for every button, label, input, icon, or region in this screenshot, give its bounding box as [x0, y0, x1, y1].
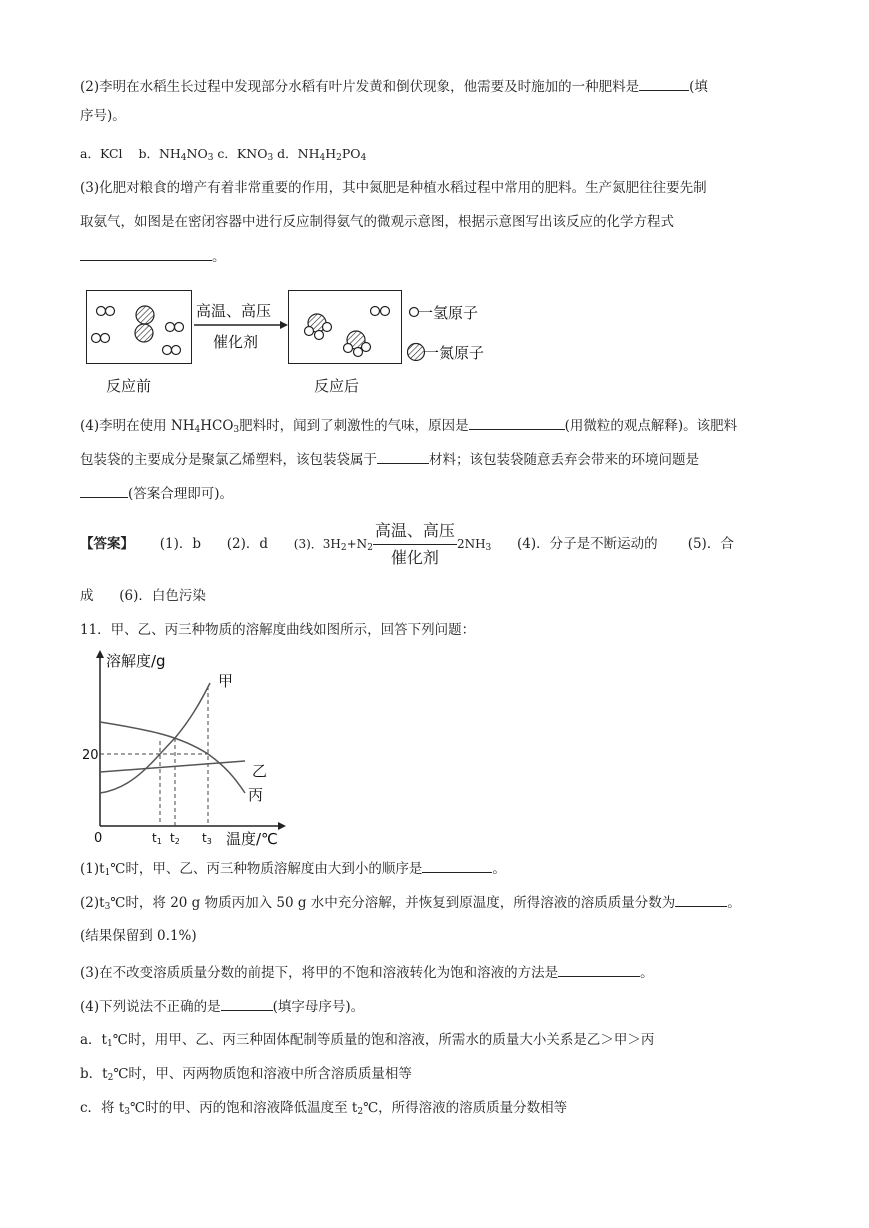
solubility-chart: [80, 648, 300, 848]
answer-label: 【答案】: [80, 536, 134, 552]
answer-blank: [558, 962, 640, 977]
series-label-yi: 乙: [252, 762, 268, 780]
q11-sub1: $(1)t_1℃$时，甲、乙、丙三种物质溶解度由大到小的顺序是 。: [80, 858, 506, 883]
answer-blank: [469, 415, 565, 430]
q11-option-b: b．$t_2℃$时，甲、丙两物质饱和溶液中所含溶质质量相等: [80, 1066, 412, 1083]
reaction-diagram: [82, 284, 502, 399]
label-before: 反应前: [106, 377, 152, 395]
q10-part2-line2: 序号)。: [80, 108, 126, 124]
q10-part4-line1: (4)李明在使用 $NH_4HCO_3$肥料时，闻到了刺激性的气味，原因是 (用微粒的观点解释)。该肥料: [80, 415, 737, 440]
answer-condition: 高温、高压 催化剂: [374, 521, 455, 567]
x-axis-label: 温度/℃: [226, 830, 278, 848]
q10-part3-line2: 取氨气，如图是在密闭容器中进行反应制得氨气的微观示意图，根据示意图写出该反应的化学方程式: [80, 214, 674, 230]
q10-part3-line1: (3)化肥对粮食的增产有着非常重要的作用，其中氮肥是种植水稻过程中常用的肥料。生产氮肥往往要先制: [80, 180, 707, 196]
series-label-jia: 甲: [218, 672, 234, 690]
chart-svg: [80, 648, 300, 848]
answer-blank: [221, 996, 273, 1011]
y-axis-arrow-icon: [96, 650, 104, 658]
x-tick-t3: t3: [202, 831, 212, 846]
curve-bing: [100, 722, 245, 793]
origin-label: 0: [94, 831, 103, 846]
arrow-icon: [194, 320, 288, 330]
q11-sub4: (4)下列说法不正确的是 (填字母序号)。: [80, 996, 364, 1017]
before-box: [86, 290, 192, 364]
curve-jia: [100, 683, 210, 793]
y-axis-label: 溶解度/g: [106, 652, 166, 670]
legend-hydrogen: 一氢原子: [418, 304, 479, 322]
x-tick-t2: t2: [170, 831, 180, 846]
q11-stem: 11．甲、乙、丙三种物质的溶解度曲线如图所示，回答下列问题：: [80, 622, 476, 638]
legend-nitrogen: 一氮原子: [424, 344, 485, 362]
q10-options: a．KCl b．$NH_4NO_3$ c．$KNO_3$ d．$NH_4H_2PO_4$: [80, 146, 367, 163]
x-axis-arrow-icon: [278, 822, 286, 830]
q10-part4-line3: (答案合理即可)。: [80, 483, 233, 504]
q10-part3-line3: 。: [80, 246, 226, 267]
before-molecules: [87, 291, 191, 363]
answer-line2: 成 (6)．白色污染: [80, 588, 206, 604]
q11-sub2: $(2)t_3℃$时，将 20 g 物质丙加入 50 g 水中充分溶解，并恢复到原温度，所得溶液的溶质质量分数为 。: [80, 892, 741, 917]
answer-blank: [422, 858, 492, 873]
condition-top: 高温、高压: [196, 302, 272, 320]
q11-sub2-note: (结果保留到 0.1%): [80, 928, 197, 944]
answer-blank: [675, 892, 727, 907]
label-after: 反应后: [314, 377, 360, 395]
q11-sub3: (3)在不改变溶质质量分数的前提下，将甲的不饱和溶液转化为饱和溶液的方法是 。: [80, 962, 654, 983]
series-label-bing: 丙: [248, 786, 264, 804]
q10-part4-line2: 包装袋的主要成分是聚氯乙烯塑料，该包装袋属于 材料；该包装袋随意丢弃会带来的环境问题是: [80, 449, 699, 470]
answer-line: 【答案】 (1)．b (2)．d (3)．$3H_2+N_2$ 高温、高压 催化剂 $2NH_3$ (4)．分子是不断运动的 (5)．合: [80, 521, 734, 567]
answer-blank: [639, 76, 689, 91]
guide-lines: [100, 686, 208, 826]
q11-option-a: a．$t_1℃$时，用甲、乙、丙三种固体配制等质量的饱和溶液，所需水的质量大小关系是乙＞甲＞丙: [80, 1032, 655, 1049]
y-tick-20: 20: [82, 748, 99, 763]
q11-option-c: c．将 $t_3℃$时的甲、丙的饱和溶液降低温度至 $t_2℃$，所得溶液的溶质质量分数相等: [80, 1100, 568, 1117]
answer-blank: [80, 246, 212, 261]
q10-part2-line1: (2)李明在水稻生长过程中发现部分水稻有叶片发黄和倒伏现象，他需要及时施加的一种肥料是 (填: [80, 76, 708, 97]
after-molecules: [289, 291, 401, 363]
after-box: [288, 290, 402, 364]
x-tick-t1: t1: [152, 831, 162, 846]
answer-blank: [377, 449, 429, 464]
answer-blank: [80, 483, 128, 498]
condition-bottom: 催化剂: [213, 333, 259, 351]
